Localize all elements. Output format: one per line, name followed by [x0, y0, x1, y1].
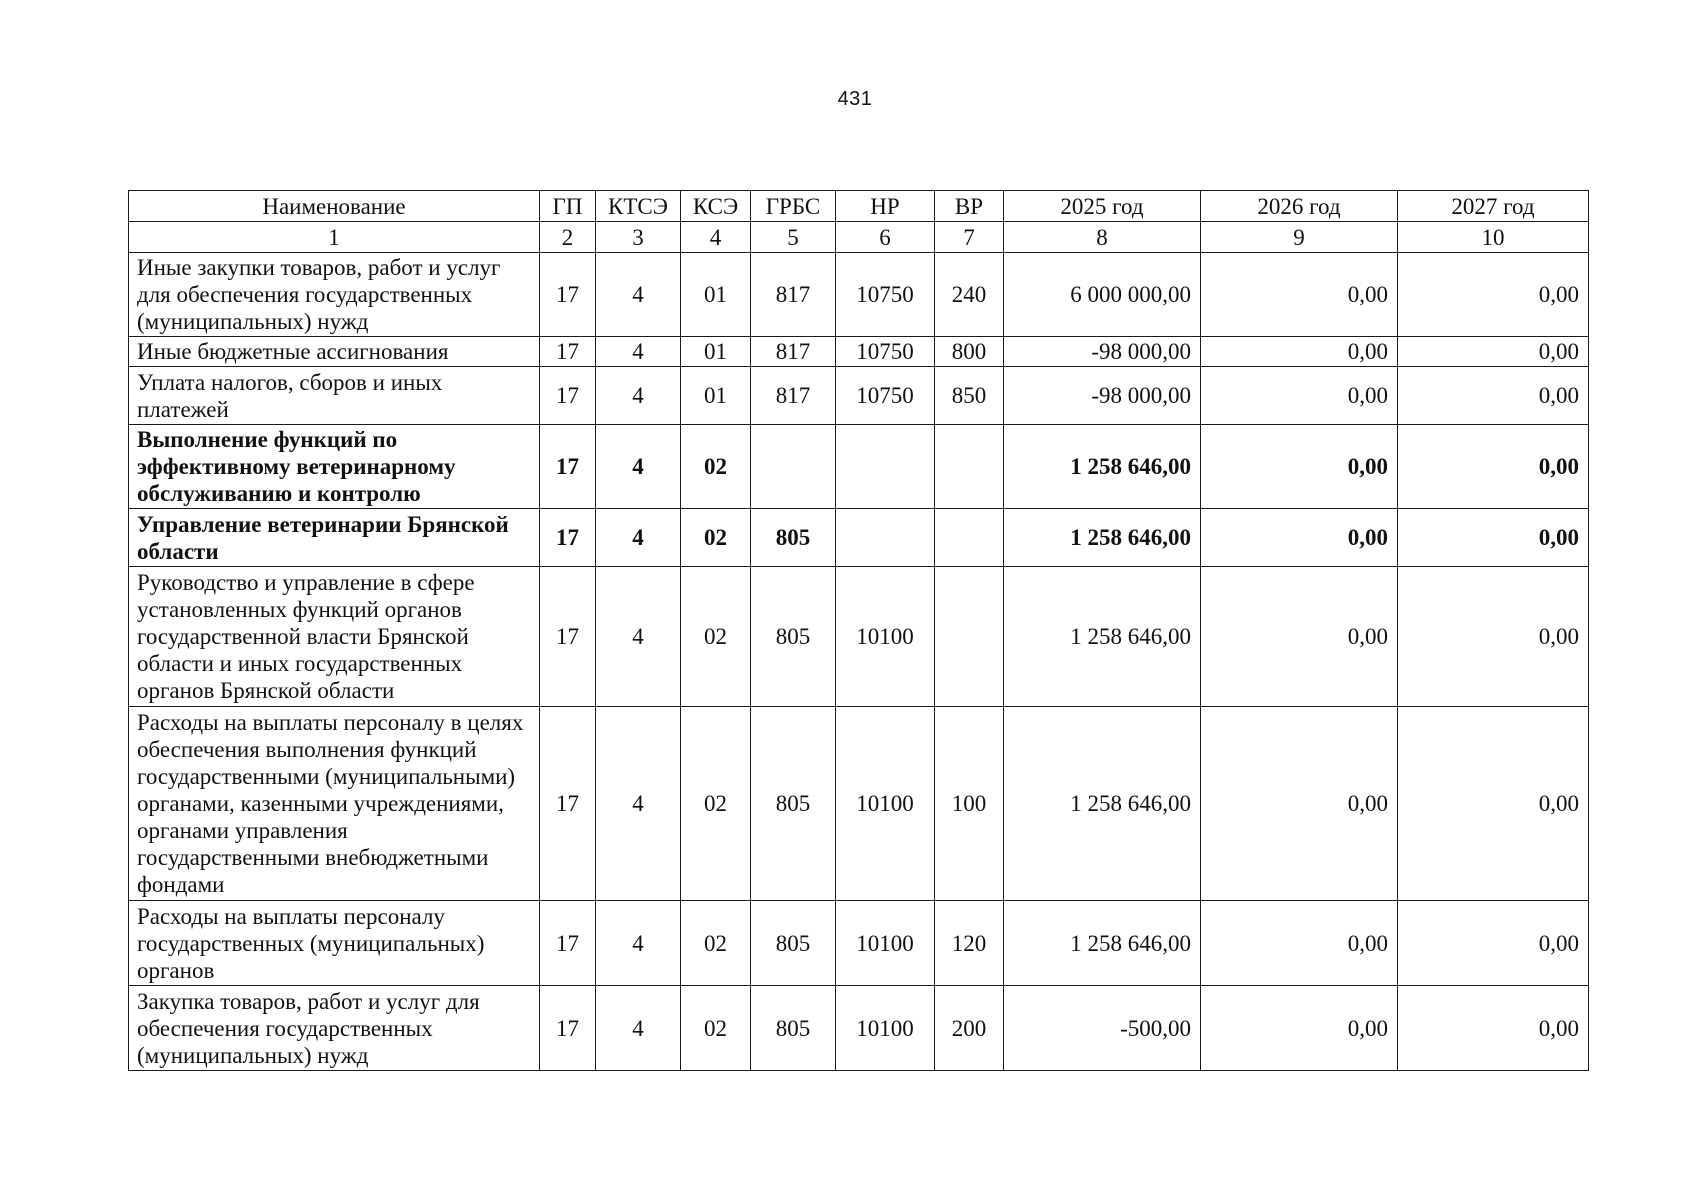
table-row	[129, 901, 1589, 986]
row-ktse: 4	[596, 367, 681, 425]
row-2026: 0,00	[1201, 509, 1398, 567]
row-2027: 0,00	[1398, 367, 1589, 425]
row-2025: 1 258 646,00	[1004, 901, 1201, 986]
row-nr: 10100	[836, 901, 935, 986]
row-2027: 0,00	[1398, 986, 1589, 1071]
row-kse: 02	[681, 986, 751, 1071]
row-kse: 01	[681, 367, 751, 425]
row-2025: -98 000,00	[1004, 337, 1201, 367]
row-vr: 240	[935, 253, 1004, 337]
row-nr: 10100	[836, 986, 935, 1071]
column-number: 10	[1398, 222, 1589, 253]
table-row	[129, 367, 1589, 425]
row-ktse: 4	[596, 707, 681, 901]
row-nr: 10750	[836, 337, 935, 367]
row-gp: 17	[540, 986, 596, 1071]
row-grbs: 805	[751, 707, 836, 901]
table-row	[129, 567, 1589, 707]
row-grbs: 805	[751, 986, 836, 1071]
row-kse: 02	[681, 707, 751, 901]
row-name: Выполнение функций по эффективному ветеринарному обслуживанию и контролю	[129, 425, 540, 509]
row-ktse: 4	[596, 567, 681, 707]
row-2025: -500,00	[1004, 986, 1201, 1071]
column-number: 1	[129, 222, 540, 253]
row-name: Расходы на выплаты персоналу государственных (муниципальных) органов	[129, 901, 540, 986]
table-row	[129, 509, 1589, 567]
row-name: Управление ветеринарии Брянской области	[129, 509, 540, 567]
row-nr: 10750	[836, 367, 935, 425]
row-kse: 02	[681, 901, 751, 986]
row-gp: 17	[540, 367, 596, 425]
row-vr: 100	[935, 707, 1004, 901]
column-number: 8	[1004, 222, 1201, 253]
row-vr: 120	[935, 901, 1004, 986]
row-gp: 17	[540, 707, 596, 901]
row-name: Иные закупки товаров, работ и услуг для обеспечения государственных (муниципальных) нужд	[129, 253, 540, 337]
column-number: 3	[596, 222, 681, 253]
row-name: Уплата налогов, сборов и иных платежей	[129, 367, 540, 425]
page-number: 431	[837, 88, 873, 110]
header-name: Наименование	[129, 191, 540, 222]
row-ktse: 4	[596, 986, 681, 1071]
row-kse: 01	[681, 253, 751, 337]
row-ktse: 4	[596, 253, 681, 337]
header-2026: 2026 год	[1201, 191, 1398, 222]
column-number: 4	[681, 222, 751, 253]
row-ktse: 4	[596, 337, 681, 367]
row-nr: 10750	[836, 253, 935, 337]
row-2026: 0,00	[1201, 425, 1398, 509]
table-row	[129, 707, 1589, 901]
column-number: 5	[751, 222, 836, 253]
row-gp: 17	[540, 901, 596, 986]
table-row	[129, 253, 1589, 337]
column-number: 6	[836, 222, 935, 253]
row-2026: 0,00	[1201, 253, 1398, 337]
column-number: 7	[935, 222, 1004, 253]
row-nr	[836, 509, 935, 567]
row-name: Закупка товаров, работ и услуг для обеспечения государственных (муниципальных) нужд	[129, 986, 540, 1071]
row-2027: 0,00	[1398, 901, 1589, 986]
row-vr: 850	[935, 367, 1004, 425]
row-grbs: 805	[751, 901, 836, 986]
row-ktse: 4	[596, 425, 681, 509]
row-nr: 10100	[836, 567, 935, 707]
header-vr: ВР	[935, 191, 1004, 222]
row-kse: 02	[681, 425, 751, 509]
row-grbs	[751, 425, 836, 509]
row-gp: 17	[540, 567, 596, 707]
row-vr	[935, 567, 1004, 707]
row-name: Руководство и управление в сфере установленных функций органов государственной власти Брянской области и иных государственных органов Брянской области	[129, 567, 540, 707]
row-vr	[935, 509, 1004, 567]
row-2027: 0,00	[1398, 425, 1589, 509]
row-2026: 0,00	[1201, 337, 1398, 367]
header-2025: 2025 год	[1004, 191, 1201, 222]
row-nr: 10100	[836, 707, 935, 901]
row-gp: 17	[540, 337, 596, 367]
column-number: 2	[540, 222, 596, 253]
row-grbs: 817	[751, 253, 836, 337]
header-gp: ГП	[540, 191, 596, 222]
row-2027: 0,00	[1398, 253, 1589, 337]
row-2026: 0,00	[1201, 901, 1398, 986]
header-2027: 2027 год	[1398, 191, 1589, 222]
row-2027: 0,00	[1398, 509, 1589, 567]
row-2025: 6 000 000,00	[1004, 253, 1201, 337]
row-gp: 17	[540, 425, 596, 509]
budget-table	[128, 190, 1589, 1071]
column-number: 9	[1201, 222, 1398, 253]
row-2026: 0,00	[1201, 367, 1398, 425]
table-row	[129, 425, 1589, 509]
header-grbs: ГРБС	[751, 191, 836, 222]
row-2026: 0,00	[1201, 567, 1398, 707]
row-kse: 02	[681, 509, 751, 567]
row-gp: 17	[540, 509, 596, 567]
row-name: Иные бюджетные ассигнования	[129, 337, 540, 367]
row-2026: 0,00	[1201, 986, 1398, 1071]
row-name: Расходы на выплаты персоналу в целях обеспечения выполнения функций государственными (муниципальными) органами, казенными учреждениями, органами управления государственными внебюджетными фондами	[129, 707, 540, 901]
column-number-row	[129, 222, 1589, 253]
row-grbs: 805	[751, 567, 836, 707]
row-vr: 800	[935, 337, 1004, 367]
row-grbs: 817	[751, 367, 836, 425]
header-row	[129, 191, 1589, 222]
row-2025: 1 258 646,00	[1004, 509, 1201, 567]
row-gp: 17	[540, 253, 596, 337]
row-2025: -98 000,00	[1004, 367, 1201, 425]
row-ktse: 4	[596, 509, 681, 567]
header-kse: КСЭ	[681, 191, 751, 222]
header-ktse: КТСЭ	[596, 191, 681, 222]
row-2025: 1 258 646,00	[1004, 425, 1201, 509]
row-2027: 0,00	[1398, 707, 1589, 901]
header-nr: НР	[836, 191, 935, 222]
row-2025: 1 258 646,00	[1004, 707, 1201, 901]
row-ktse: 4	[596, 901, 681, 986]
row-vr	[935, 425, 1004, 509]
table-row	[129, 986, 1589, 1071]
row-2027: 0,00	[1398, 567, 1589, 707]
row-kse: 01	[681, 337, 751, 367]
table-row	[129, 337, 1589, 367]
row-vr: 200	[935, 986, 1004, 1071]
row-2026: 0,00	[1201, 707, 1398, 901]
row-kse: 02	[681, 567, 751, 707]
row-grbs: 805	[751, 509, 836, 567]
row-2025: 1 258 646,00	[1004, 567, 1201, 707]
row-2027: 0,00	[1398, 337, 1589, 367]
row-nr	[836, 425, 935, 509]
row-grbs: 817	[751, 337, 836, 367]
